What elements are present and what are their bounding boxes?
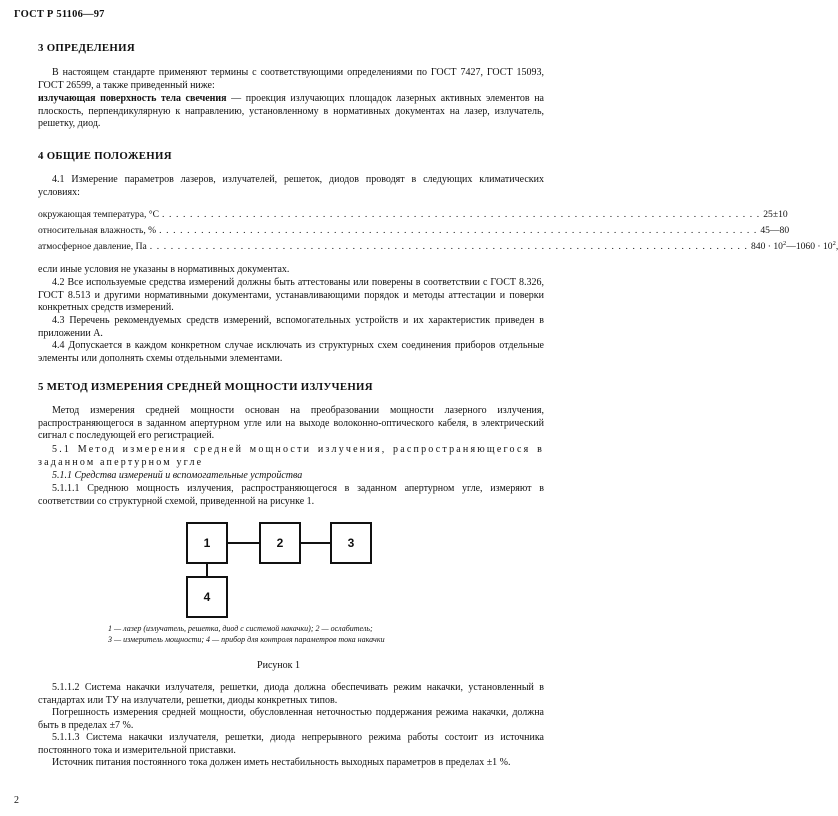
paragraph-4-2: 4.2 Все используемые средства измерений должны быть аттестованы или поверены в соответствии с ГОСТ 8.326, ГОСТ 8.513 и другими нормативными документами, устанавливающими порядок и методы аттестации и поверки конкретных средств измерений. xyxy=(38,277,544,314)
condition-row-humidity: относительная влажность, % . . . . . . . . . . . . . . . . . . . . . . . . . . . . . . . . . . . . . . . . . . . . . . . . . . . . . . . . . . . . . . . . . . . . . . . . . . . . . . . . . . . . . . 45—80 xyxy=(38,225,790,236)
block-4-label: 4 xyxy=(203,590,211,604)
paragraph-5-1-1-1: 5.1.1.1 Среднюю мощность излучения, распространяющегося в заданном апертурном угле, измеряют в соответствии со структурной схемой, приведенной на рисунке 1. xyxy=(38,483,544,507)
paragraph-5-1: 5.1 Метод измерения средней мощности излучения, распространяющегося в заданном апертурном угле xyxy=(38,444,544,468)
paragraph-pump-error: Погрешность измерения средней мощности, обусловленная неточностью поддержания режима накачки, должна быть в пределах ±7 %. xyxy=(38,707,544,731)
document-code-header: ГОСТ Р 51106—97 xyxy=(14,9,105,20)
paragraph-4-1-tail: если иные условия не указаны в нормативных документах. xyxy=(38,264,290,275)
term-name: излучающая поверхность тела свечения xyxy=(38,93,227,104)
figure-1-caption-line-1: 1 — лазер (излучатель, решетка, диод с системой накачки); 2 — ослабитель; xyxy=(108,624,373,633)
section-5-title: 5 МЕТОД ИЗМЕРЕНИЯ СРЕДНЕЙ МОЩНОСТИ ИЗЛУЧЕНИЯ xyxy=(38,381,373,393)
section-4-title: 4 ОБЩИЕ ПОЛОЖЕНИЯ xyxy=(38,150,172,162)
block-1-label: 1 xyxy=(203,536,211,550)
figure-1-caption-line-2: 3 — измеритель мощности; 4 — прибор для контроля параметров тока накачки xyxy=(108,635,385,644)
paragraph-4-4: 4.4 Допускается в каждом конкретном случае исключать из структурных схем соединения приборов отдельные элементы или дополнять схемы отдельными элементами. xyxy=(38,340,544,364)
page-number: 2 xyxy=(14,795,19,806)
climate-conditions-list xyxy=(38,208,836,253)
paragraph-5-1-1-3: 5.1.1.3 Система накачки излучателя, решетки, диода непрерывного режима работы состоит из источника постоянного тока и измерительной приставки. xyxy=(38,732,544,756)
section-5-intro: Метод измерения средней мощности основан на преобразовании мощности лазерного излучения, распространяющегося в заданном апертурном угле или на выходе волоконно-оптического кабеля, в электрический сигнал с последующей его регистрацией. xyxy=(38,405,544,442)
paragraph-5-1-1-2: 5.1.1.2 Система накачки излучателя, решетки, диода должна обеспечивать режим накачки, установленный в стандартах или ТУ на излучатели, решетки, диоды конкретных типов. xyxy=(38,682,544,706)
paragraph-4-3: 4.3 Перечень рекомендуемых средств измерений, вспомогательных устройств и их характеристик приведен в приложении А. xyxy=(38,315,544,339)
figure-1-title: Рисунок 1 xyxy=(257,660,300,671)
figure-1-diagram xyxy=(0,515,557,620)
condition-row-temperature: окружающая температура, °C . . . . . . . . . . . . . . . . . . . . . . . . . . . . . . . . . . . . . . . . . . . . . . . . . . . . . . . . . . . . . . . . . . . . . . . . . . . . . . . . . . . . . . 25±10 xyxy=(38,209,788,220)
block-3-label: 3 xyxy=(347,536,355,550)
term-definition xyxy=(38,93,544,131)
paragraph-5-1-1: 5.1.1 Средства измерений и вспомогательные устройства xyxy=(52,470,303,481)
pressure-value: $840 \cdot 10^2—1060 \cdot 10^2$ xyxy=(751,240,836,252)
section-3-intro: В настоящем стандарте применяют термины с соответствующими определениями по ГОСТ 7427, ГОСТ 15093, ГОСТ 26599, а также приведенный ниже: xyxy=(38,67,544,91)
block-2-label: 2 xyxy=(276,536,284,550)
paragraph-4-1: 4.1 Измерение параметров лазеров, излучателей, решеток, диодов проводят в следующих климатических условиях: xyxy=(38,174,544,198)
condition-row-pressure: атмосферное давление, Па . . . . . . . . . . . . . . . . . . . . . . . . . . . . . . . . . . . . . . . . . . . . . . . . . . . . . . . . . . . . . . . . . . . . . . . . . . . . . . . . . . . . . . $840 \cdot 10^2—1060 \cdot 10^2$ xyxy=(38,240,550,253)
term-definition-text: — проекция излучающих площадок лазерных активных элементов на плоскость, перпендикулярную к направлению, установленному в нормативных документах на лазер, излучатель, решетку, диод. xyxy=(38,93,544,130)
paragraph-power-source: Источник питания постоянного тока должен иметь нестабильность выходных параметров в пределах ±1 %. xyxy=(52,757,511,768)
section-3-title: 3 ОПРЕДЕЛЕНИЯ xyxy=(38,42,135,54)
